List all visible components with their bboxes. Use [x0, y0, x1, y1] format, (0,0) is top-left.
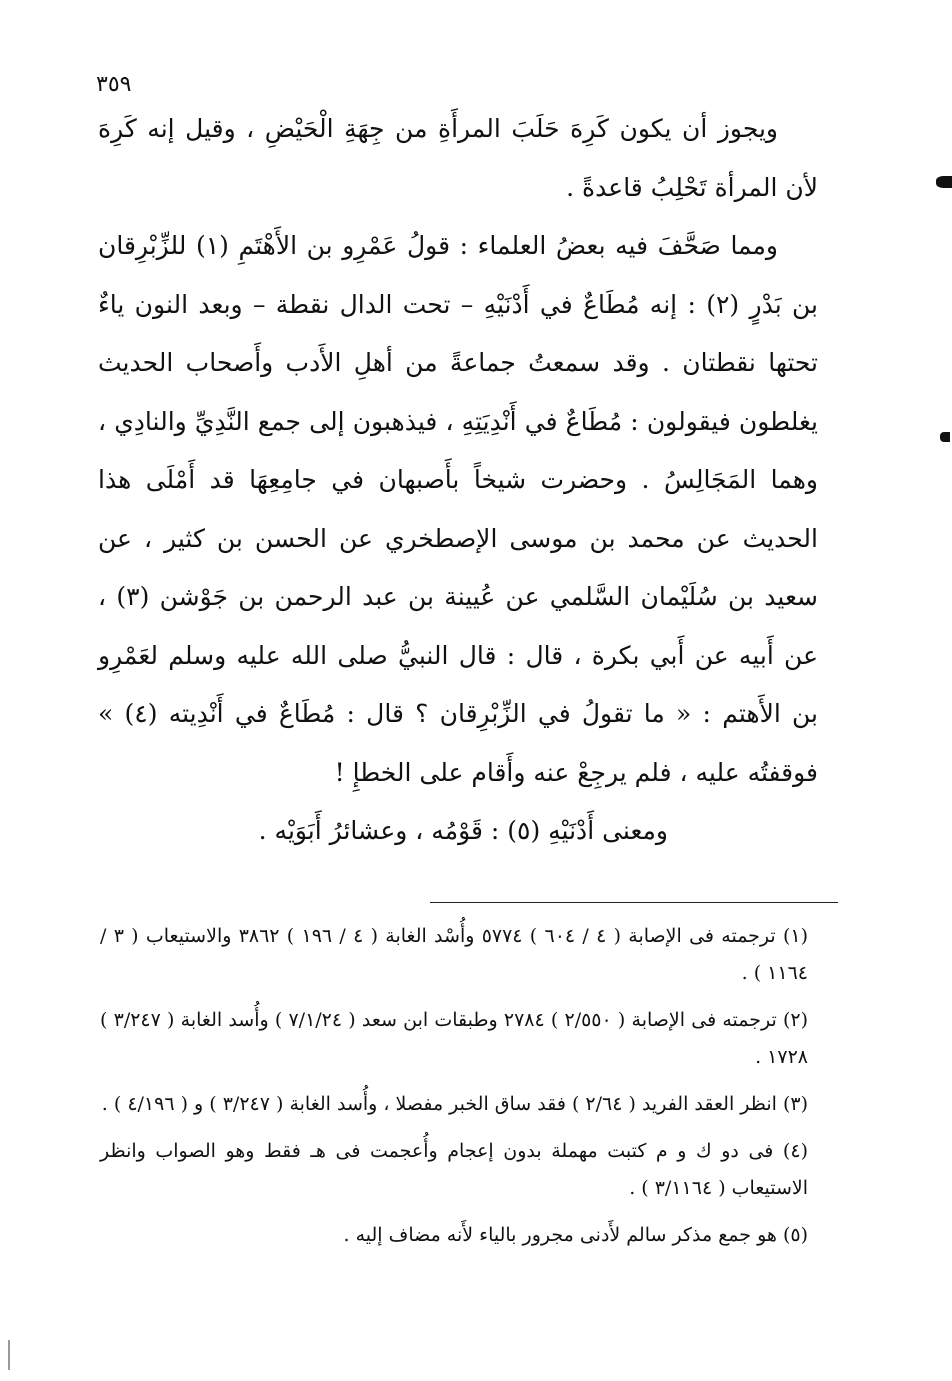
paragraph-tashif: ومما صَحَّفَ فيه بعضُ العلماء : قولُ عَمْرِو بن الأَهْتَمِ (١) للزِّبْرِقان بن بَدْرٍ (٢) : إنه مُطَاعٌ في أَدْنَيْهِ – تحت الدال نقطة – وبعد النون ياءٌ تحتها نقطتان . وقد سمعتُ جماعةً من أهلِ الأَدب وأَصحاب الحديث يغلطون فيقولون : مُطَاعٌ في أَنْدِيَتِهِ ، فيذهبون إلى جمع النَّدِيِّ والنادِي ، وهما المَجَالِسُ . وحضرت شيخاً بأَصبهان في جامِعِهَا قد أَمْلَى هذا الحديث عن محمد بن موسى الإصطخري عن الحسن بن كثير ، عن سعيد بن سُلَيْمان السَّلمي عن عُيينة بن عبد الرحمن بن جَوْشن (٣) ، عن أَبيه عن أَبي بكرة ، قال : قال النبيُّ صلى الله عليه وسلم لعَمْرِو بن الأَهتم : « ما تقولُ في الزِّبْرِقان ؟ قال : مُطَاعٌ في أَنْدِيته (٤) » فوقفتُه عليه ، فلم يرجِعْ عنه وأَقام على الخطإِ !	[98, 231, 818, 787]
footnote-4: (٤) فى دو ك و م كتبت مهملة بدون إعجام وأُعجمت فى هـ فقط وهو الصواب وانظر الاستيعاب ( ٣/١١٦٤ ) .	[100, 1140, 808, 1199]
footnote-5: (٥) هو جمع مذكر سالم لأَدنى مجرور بالياء لأَنه مضاف إليه .	[343, 1224, 808, 1246]
binding-mark	[936, 176, 952, 188]
footnote-2: (٢) ترجمته فى الإصابة ( ٢/٥٥٠ ) ٢٧٨٤ وطبقات ابن سعد ( ٧/١/٢٤ ) وأُسد الغابة ( ٣/٢٤٧ ) ١٧٢٨ .	[100, 1009, 809, 1068]
scan-edge-mark	[8, 1340, 10, 1370]
footnote-1: (١) ترجمته فى الإصابة ( ٤ / ٦٠٤ ) ٥٧٧٤ وأُسْد الغابة ( ٤ / ١٩٦ ) ٣٨٦٢ والاستيعاب ( ٣ / ١١٦٤ ) .	[100, 925, 809, 984]
main-text	[98, 100, 818, 861]
paragraph-meaning: ومعنى أَدْنَيْهِ (٥) : قَوْمُه ، وعشائرُ أَبَوَيْه .	[258, 816, 668, 845]
footnotes	[100, 918, 838, 1264]
footnote-separator	[430, 902, 838, 903]
page-number: ٣٥٩	[96, 72, 132, 97]
binding-mark	[940, 432, 950, 442]
paragraph-milking: ويجوز أن يكون كَرِهَ حَلَبَ المرأَةِ من جِهَةِ الْحَيْضِ ، وقيل إنه كَرِهَ لأن المرأة تَحْلِبُ قاعدةً .	[98, 114, 818, 202]
footnote-3: (٣) انظر العقد الفريد ( ٢/٦٤ ) فقد ساق الخبر مفصلا ، وأُسد الغابة ( ٣/٢٤٧ ) و ( ٤/١٩٦ ) .	[101, 1093, 808, 1115]
